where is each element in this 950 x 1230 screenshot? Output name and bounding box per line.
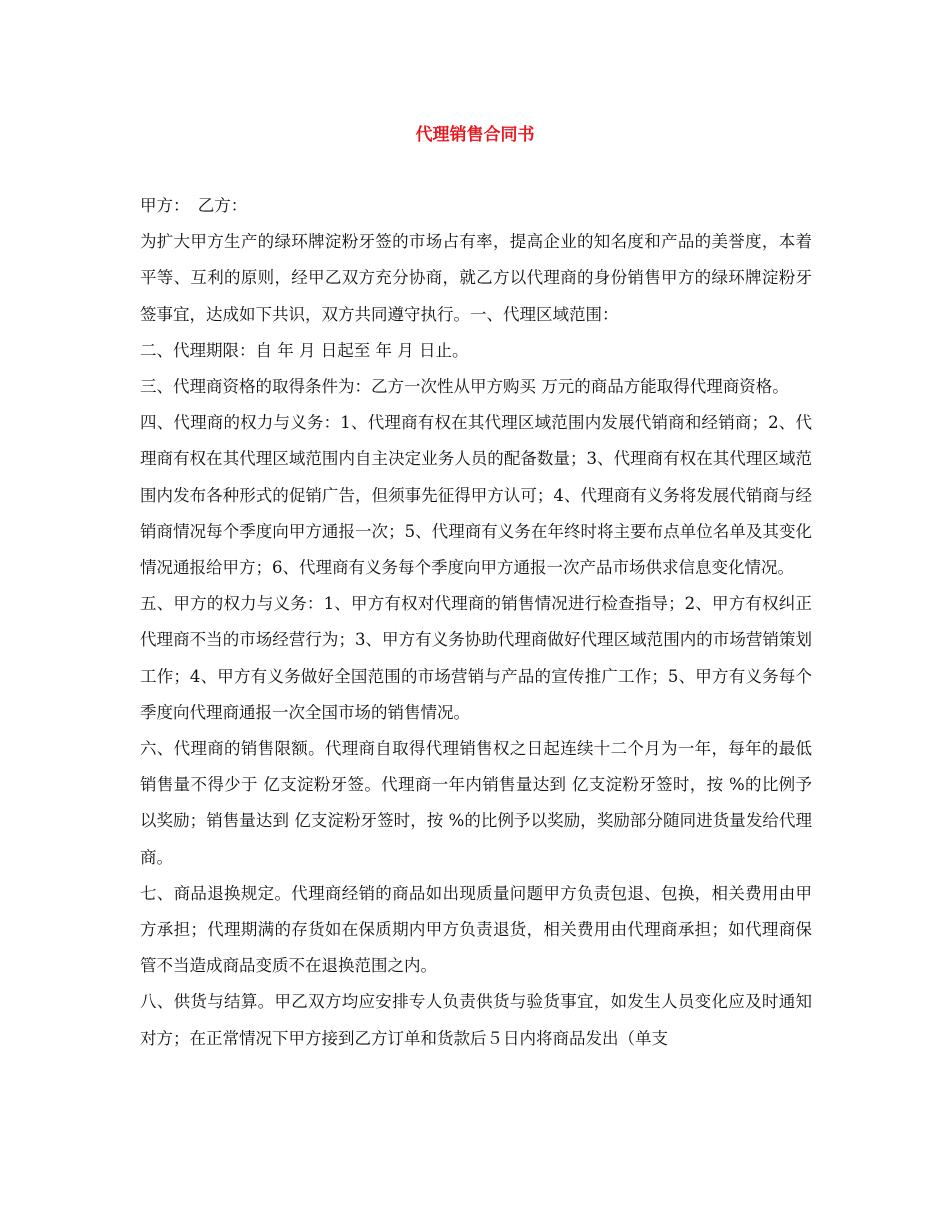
document-body: [140, 188, 812, 1057]
paragraph-sales-quota: 六、代理商的销售限额。代理商自取得代理销售权之日起连续十二个月为一年，每年的最低销售量不得少于 亿支淀粉牙签。代理商一年内销售量达到 亿支淀粉牙签时，按 %的比例予以奖励；销售量达到 亿支淀粉牙签时，按 %的比例予以奖励，奖励部分随同进货量发给代理商。: [140, 739, 812, 867]
document-title: 代理销售合同书: [415, 125, 535, 145]
paragraph-preamble: 为扩大甲方生产的绿环牌淀粉牙签的市场占有率，提高企业的知名度和产品的美誉度，本着平等、互利的原则，经甲乙双方充分协商，就乙方以代理商的身份销售甲方的绿环牌淀粉牙签事宜，达成如下共识，双方共同遵守执行。一、代理区域范围：: [140, 232, 812, 324]
paragraph-supply-settlement: 八、供货与结算。甲乙双方均应安排专人负责供货与验货事宜，如发生人员变化应及时通知对方；在正常情况下甲方接到乙方订单和货款后５日内将商品发出（单支: [140, 992, 812, 1048]
paragraph-qualification: 三、代理商资格的取得条件为：乙方一次性从甲方购买 万元的商品方能取得代理商资格。: [140, 377, 789, 397]
paragraph-agent-rights: 四、代理商的权力与义务：1、代理商有权在其代理区域范围内发展代销商和经销商；2、代理商有权在其代理区域范围内自主决定业务人员的配备数量；3、代理商有权在其代理区域范围内发布各种形式的促销广告，但须事先征得甲方认可；4、代理商有义务将发展代销商与经销商情况每个季度向甲方通报一次；5、代理商有义务在年终时将主要布点单位名单及其变化情况通报给甲方；6、代理商有义务每个季度向甲方通报一次产品市场供求信息变化情况。: [140, 413, 812, 578]
paragraph-parties: 甲方： 乙方：: [140, 196, 248, 215]
paragraph-returns: 七、商品退换规定。代理商经销的商品如出现质量问题甲方负责包退、包换，相关费用由甲方承担；代理期满的存货如在保质期内甲方负责退货，相关费用由代理商承担；如代理商保管不当造成商品变质不在退换范围之内。: [140, 883, 812, 976]
paragraph-term: 二、代理期限：自 年 月 日起至 年 月 日止。: [140, 340, 469, 360]
paragraph-party-a-rights: 五、甲方的权力与义务：1、甲方有权对代理商的销售情况进行检查指导；2、甲方有权纠正代理商不当的市场经营行为；3、甲方有义务协助代理商做好代理区域范围内的市场营销策划工作；4、甲方有义务做好全国范围的市场营销与产品的宣传推广工作；5、甲方有义务每个季度向代理商通报一次全国市场的销售情况。: [140, 594, 812, 722]
